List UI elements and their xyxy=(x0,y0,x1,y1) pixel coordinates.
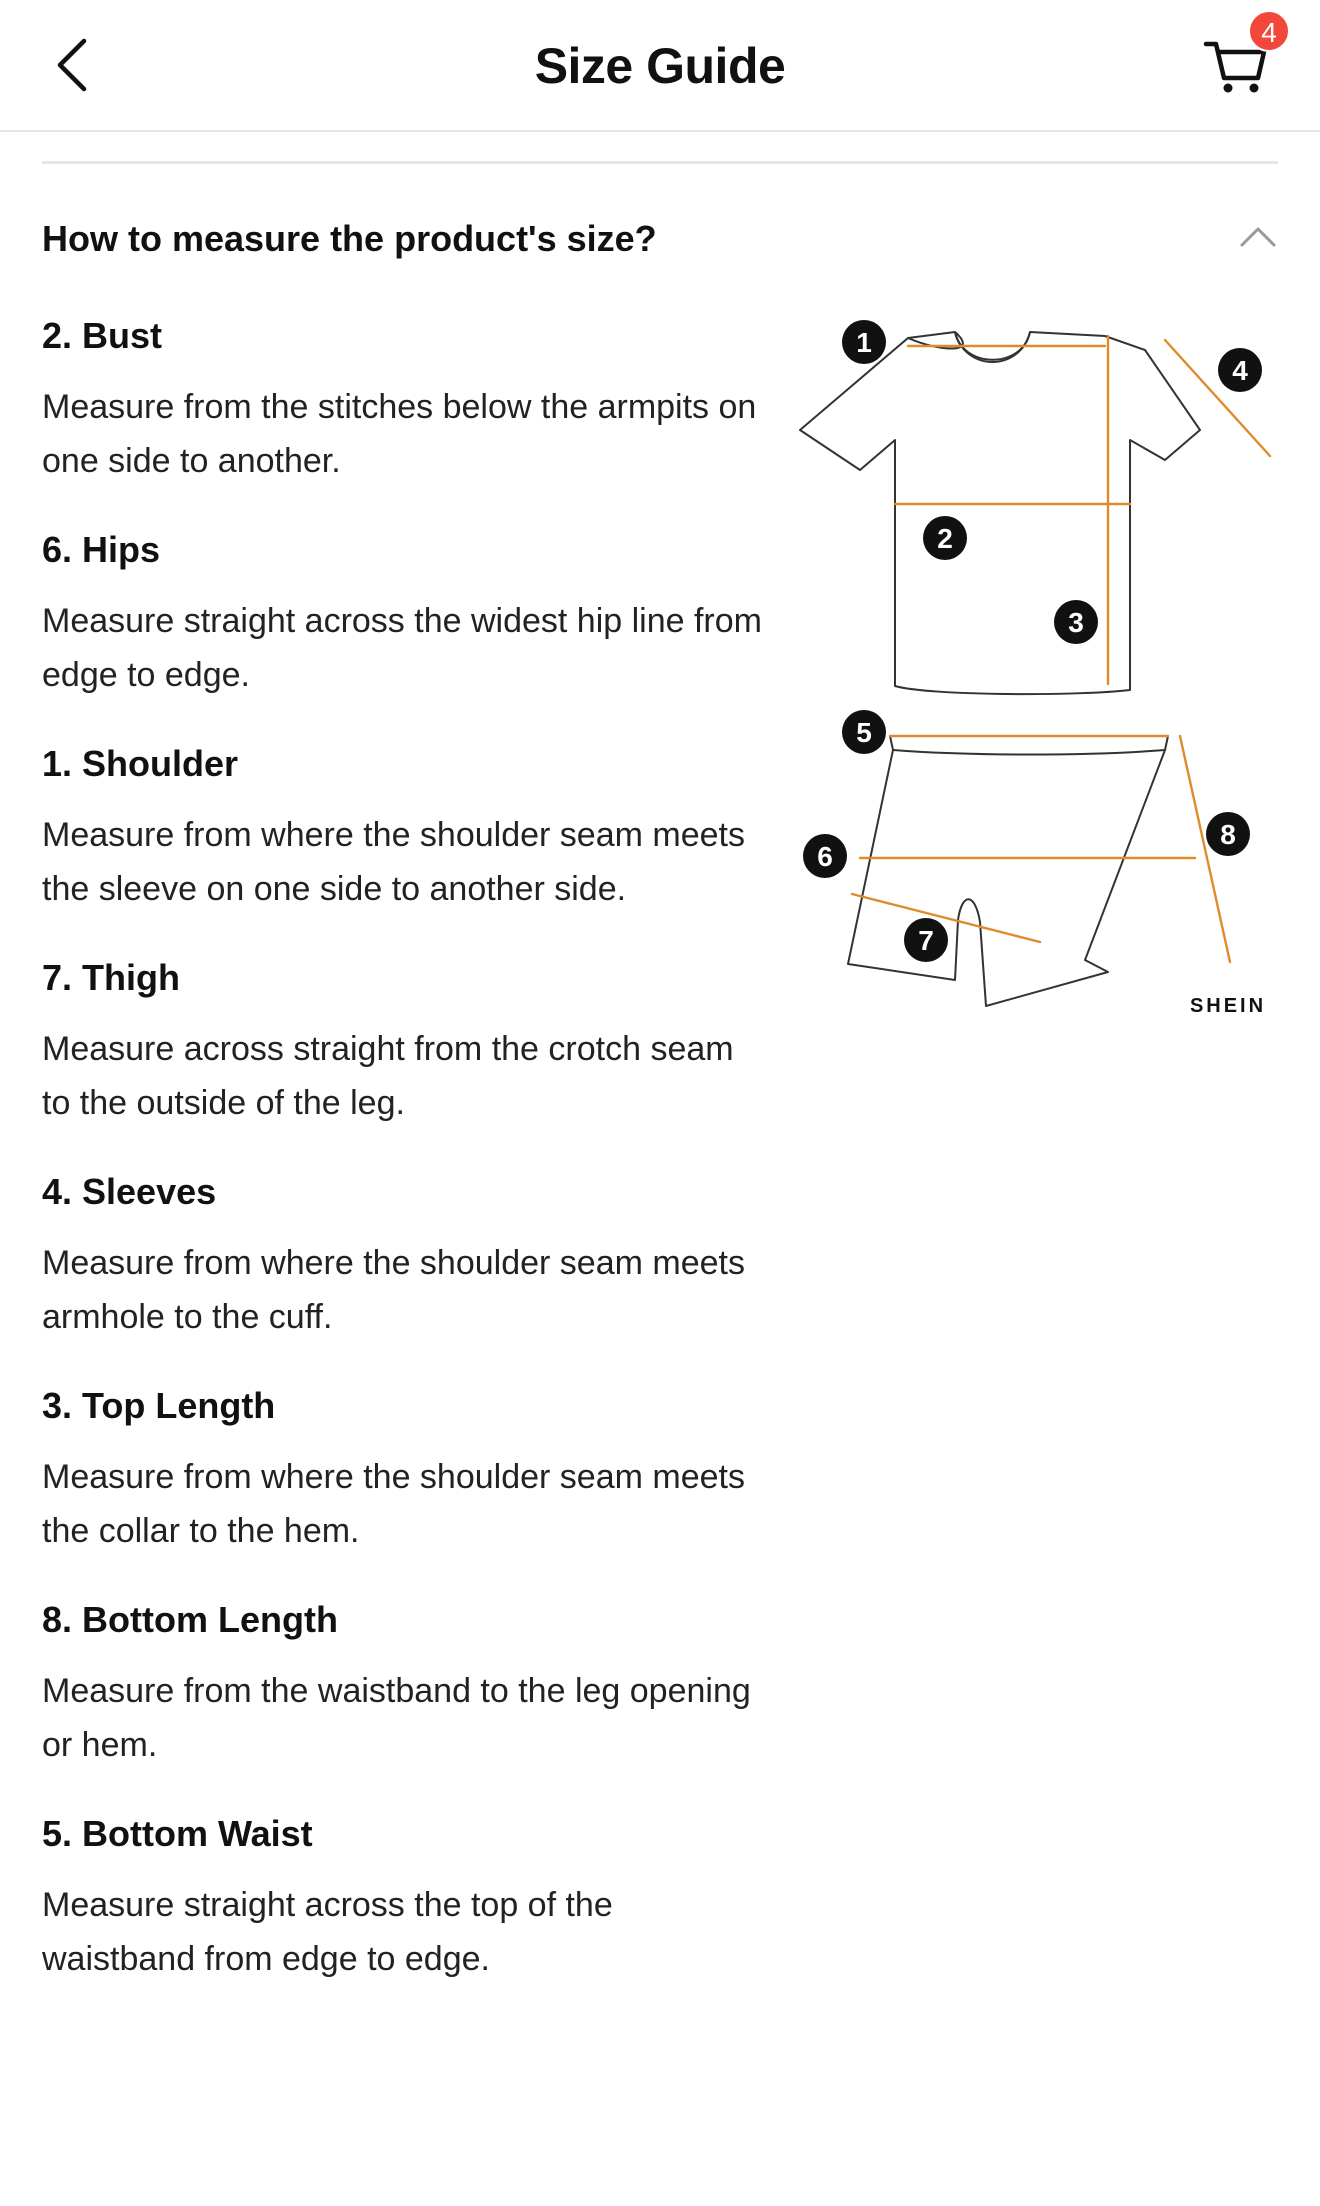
page-title: Size Guide xyxy=(534,38,786,94)
cart-count-badge: 4 xyxy=(1248,10,1290,52)
marker-7 xyxy=(904,918,948,962)
list-item xyxy=(42,526,762,702)
list-item xyxy=(42,954,762,1130)
measure-name: 7. Thigh xyxy=(42,957,180,998)
measure-name: 5. Bottom Waist xyxy=(42,1813,313,1854)
tshirt-outline xyxy=(800,332,1200,694)
section-divider xyxy=(42,161,1278,164)
measure-description: Measure straight across the widest hip line from edge to edge. xyxy=(42,602,762,694)
svg-text:7: 7 xyxy=(918,925,934,956)
svg-text:1: 1 xyxy=(856,327,872,358)
measure-description: Measure from where the shoulder seam meets the collar to the hem. xyxy=(42,1458,745,1550)
top-bar xyxy=(0,0,1320,132)
list-item xyxy=(42,740,762,916)
measure-name: 3. Top Length xyxy=(42,1385,276,1426)
marker-5 xyxy=(842,710,886,754)
marker-1 xyxy=(842,320,886,364)
svg-text:5: 5 xyxy=(856,717,872,748)
measure-name: 2. Bust xyxy=(42,315,163,356)
measure-name: 6. Hips xyxy=(42,529,161,570)
measure-section-toggle[interactable] xyxy=(42,205,1278,271)
measure-name: 8. Bottom Length xyxy=(42,1599,338,1640)
brand-label: SHEIN xyxy=(1189,995,1267,1017)
marker-6 xyxy=(803,834,847,878)
measurement-diagram xyxy=(790,310,1280,1030)
measure-description: Measure from where the shoulder seam meets the sleeve on one side to another side. xyxy=(42,816,745,908)
measure-description: Measure across straight from the crotch seam to the outside of the leg. xyxy=(42,1030,734,1122)
garment-illustration xyxy=(790,310,1280,1030)
marker-8 xyxy=(1206,812,1250,856)
measure-name: 1. Shoulder xyxy=(42,743,239,784)
svg-text:4: 4 xyxy=(1232,355,1248,386)
marker-3 xyxy=(1054,600,1098,644)
measure-description: Measure from the stitches below the armpits on one side to another. xyxy=(42,388,757,480)
marker-4 xyxy=(1218,348,1262,392)
chevron-up-icon[interactable] xyxy=(1238,217,1278,257)
shorts-outline xyxy=(890,736,1168,755)
list-item xyxy=(42,1810,762,1986)
list-item xyxy=(42,1596,762,1772)
measurement-list xyxy=(42,312,762,2024)
svg-text:6: 6 xyxy=(817,841,833,872)
measure-description: Measure from where the shoulder seam meets armhole to the cuff. xyxy=(42,1244,745,1336)
section-title: How to measure the product's size? xyxy=(42,218,657,259)
list-item xyxy=(42,1168,762,1344)
measure-description: Measure from the waistband to the leg opening or hem. xyxy=(42,1672,751,1764)
svg-text:8: 8 xyxy=(1220,819,1236,850)
marker-2 xyxy=(923,516,967,560)
svg-text:3: 3 xyxy=(1068,607,1084,638)
shorts-body xyxy=(848,750,1165,1006)
measure-description: Measure straight across the top of the waistband from edge to edge. xyxy=(42,1886,613,1978)
measure-name: 4. Sleeves xyxy=(42,1171,217,1212)
list-item xyxy=(42,312,762,488)
list-item xyxy=(42,1382,762,1558)
svg-text:2: 2 xyxy=(937,523,953,554)
